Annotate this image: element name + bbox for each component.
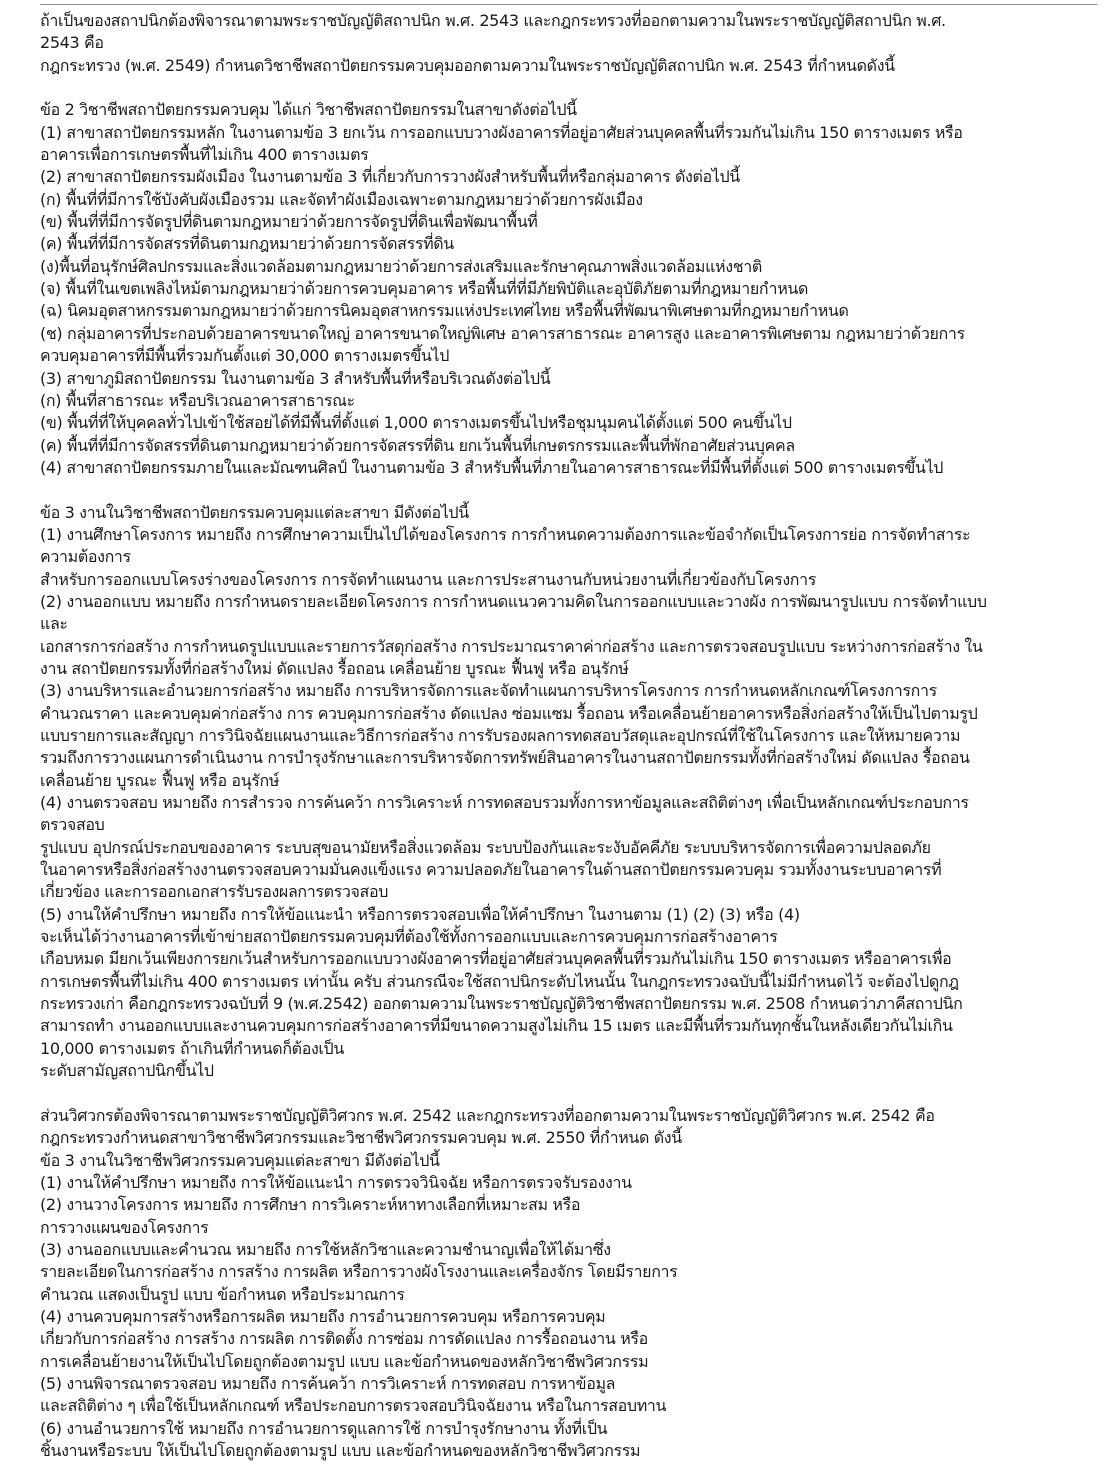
paragraph	[40, 502, 1098, 1083]
text-line: ควบคุมอาคารที่มีพื้นที่รวมกันตั้งแต่ 30,000 ตารางเมตรขึ้นไป	[40, 346, 450, 366]
text-line: และสถิติต่าง ๆ เพื่อใช้เป็นหลักเกณฑ์ หรือประกอบการตรวจสอบวินิจฉัยงาน หรือในการสอบทาน	[40, 1396, 667, 1416]
text-line: (ช) กลุ่มอาคารที่ประกอบด้วยอาคารขนาดใหญ่ อาคารขนาดใหญ่พิเศษ อาคารสาธารณะ อาคารสูง และอาคารพิเศษตาม กฎหมายว่าด้วยการ	[40, 323, 965, 343]
text-line: คำนวณราคา และควบคุมค่าก่อสร้าง การ ควบคุมการก่อสร้าง ดัดแปลง ซ่อมแซม รื้อถอน หรือเคลื่อนย้ายอาคารหรือสิ่งก่อสร้างให้เป็นไปตามรูป	[40, 703, 978, 723]
text-line: (ก) พื้นที่ที่มีการใช้บังคับผังเมืองรวม และจัดทำผังเมืองเฉพาะตามกฎหมายว่าด้วยการผังเมือง	[40, 189, 643, 209]
text-line: (5) งานให้คำปรึกษา หมายถึง การให้ข้อแนะนำ หรือการตรวจสอบเพื่อให้คำปรึกษา ในงานตาม (1) (2) (3) หรือ (4)	[40, 904, 800, 924]
text-line: สำหรับการออกแบบโครงร่างของโครงการ การจัดทำแผนงาน และการประสานงานกับหน่วยงานที่เกี่ยวข้องกับโครงการ	[40, 569, 817, 589]
post-body	[40, 10, 1098, 1462]
text-line: การเกษตรพื้นที่ไม่เกิน 400 ตารางเมตร เท่านั้น ครับ ส่วนกรณีจะใช้สถาปนิกระดับไหนนั้น ในกฎกระทรวงฉบับนี้ไม่มีกำหนดไว้ จะต้องไปดูกฎ	[40, 971, 959, 991]
text-line: (6) งานอำนวยการใช้ หมายถึง การอำนวยการดูแลการใช้ การบำรุงรักษางาน ทั้งที่เป็น	[40, 1418, 608, 1438]
text-line: (ข) พื้นที่ที่มีการจัดรูปที่ดินตามกฎหมายว่าด้วยการจัดรูปที่ดินเพื่อพัฒนาพื้นที่	[40, 212, 538, 232]
text-line: จะเห็นได้ว่างานอาคารที่เข้าข่ายสถาปัตยกรรมควบคุมที่ต้องใช้ทั้งการออกแบบและการควบคุมการก่อสร้างอาคาร	[40, 927, 778, 947]
text-line: เกี่ยวกับการก่อสร้าง การสร้าง การผลิต การติดตั้ง การซ่อม การดัดแปลง การรื้อถอนงาน หรือ	[40, 1329, 648, 1349]
text-line: (3) งานบริหารและอำนวยการก่อสร้าง หมายถึง การบริหารจัดการและจัดทำแผนการบริหารโครงการ การกำหนดหลักเกณฑ์โครงการการ	[40, 681, 937, 701]
text-line: รวมถึงการวางแผนการดำเนินงาน การบำรุงรักษาและการบริหารจัดการทรัพย์สินอาคารในงานสถาปัตยกรรมทั้งที่ก่อสร้างใหม่ ดัดแปลง รื้อถอน	[40, 748, 970, 768]
text-line: (2) งานออกแบบ หมายถึง การกำหนดรายละเอียดโครงการ การกำหนดแนวความคิดในการออกแบบและวางผัง การพัฒนารูปแบบ การจัดทำแบบ	[40, 591, 987, 611]
text-line: (3) งานออกแบบและคำนวณ หมายถึง การใช้หลักวิชาและความชำนาญเพื่อให้ได้มาซึ่ง	[40, 1239, 611, 1259]
text-line: เคลื่อนย้าย บูรณะ ฟื้นฟู หรือ อนุรักษ์	[40, 770, 280, 790]
text-line: 10,000 ตารางเมตร ถ้าเกินที่กำหนดก็ต้องเป็น	[40, 1038, 344, 1058]
text-line: สามารถทำ งานออกแบบและงานควบคุมการก่อสร้างอาคารที่มีขนาดความสูงไม่เกิน 15 เมตร และมีพื้นที่รวมกันทุกชั้นในหลังเดียวกันไม่เกิน	[40, 1016, 953, 1036]
text-line: (จ) พื้นที่ในเขตเพลิงไหม้ตามกฎหมายว่าด้วยการควบคุมอาคาร หรือพื้นที่ที่มีภัยพิบัติและอุบัติภัยตามที่กฎหมายกำหนด	[40, 279, 809, 299]
text-line: การวางแผนของโครงการ	[40, 1217, 209, 1237]
text-line: ข้อ 2 วิชาชีพสถาปัตยกรรมควบคุม ได้แก่ วิชาชีพสถาปัตยกรรมในสาขาดังต่อไปนี้	[40, 100, 577, 120]
text-line: ข้อ 3 งานในวิชาชีพวิศวกรรมควบคุมแต่ละสาขา มีดังต่อไปนี้	[40, 1150, 440, 1170]
text-line: เอกสารการก่อสร้าง การกำหนดรูปแบบและรายการวัสดุก่อสร้าง การประมาณราคาค่าก่อสร้าง และการตรวจสอบรูปแบบ ระหว่างการก่อสร้าง ใน	[40, 636, 983, 656]
text-line: รายละเอียดในการก่อสร้าง การสร้าง การผลิต หรือการวางผังโรงงานและเครื่องจักร โดยมีรายการ	[40, 1262, 678, 1282]
text-line: กฎกระทรวงกำหนดสาขาวิชาชีพวิศวกรรมและวิชาชีพวิศวกรรมควบคุม พ.ศ. 2550 ที่กำหนด ดังนี้	[40, 1128, 682, 1148]
text-line: เกี่ยวข้อง และการออกเอกสารรับรองผลการตรวจสอบ	[40, 882, 389, 902]
text-line: และ	[40, 614, 68, 634]
paragraph-gap	[40, 1083, 1098, 1105]
text-line: ถ้าเป็นของสถาปนิกต้องพิจารณาตามพระราชบัญญัติสถาปนิก พ.ศ. 2543 และกฎกระทรวงที่ออกตามความในพระราชบัญญัติสถาปนิก พ.ศ.	[40, 11, 946, 30]
text-line: (4) งานตรวจสอบ หมายถึง การสำรวจ การค้นคว้า การวิเคราะห์ การทดสอบรวมทั้งการหาข้อมูลและสถิติต่างๆ เพื่อเป็นหลักเกณฑ์ประกอบการ	[40, 793, 969, 813]
paragraph	[40, 99, 1098, 479]
text-line: (ค) พื้นที่ที่มีการจัดสรรที่ดินตามกฎหมายว่าด้วยการจัดสรรที่ดิน ยกเว้นพื้นที่เกษตรกรรมและพื้นที่พักอาศัยส่วนบุคคล	[40, 435, 795, 455]
text-line: ความต้องการ	[40, 547, 131, 567]
text-line: รูปแบบ อุปกรณ์ประกอบของอาคาร ระบบสุขอนามัยหรือสิ่งแวดล้อม ระบบป้องกันและระงับอัคคีภัย ระบบบริหารจัดการเพื่อความปลอดภัย	[40, 837, 931, 857]
text-line: ชิ้นงานหรือระบบ ให้เป็นไปโดยถูกต้องตามรูป แบบ และข้อกำหนดของหลักวิชาชีพวิศวกรรม	[40, 1441, 641, 1460]
text-line: ส่วนวิศวกรต้องพิจารณาตามพระราชบัญญัติวิศวกร พ.ศ. 2542 และกฎกระทรวงที่ออกตามความในพระราชบัญญัติวิศวกร พ.ศ. 2542 คือ	[40, 1105, 935, 1125]
text-line: ระดับสามัญสถาปนิกขึ้นไป	[40, 1061, 214, 1081]
text-line: 2543 คือ	[40, 33, 104, 53]
text-line: อาคารเพื่อการเกษตรพื้นที่ไม่เกิน 400 ตารางเมตร	[40, 145, 369, 165]
text-line: ตรวจสอบ	[40, 815, 105, 835]
paragraph	[40, 10, 1098, 77]
text-line: (1) งานให้คำปรึกษา หมายถึง การให้ข้อแนะนำ การตรวจวินิจฉัย หรือการตรวจรับรองงาน	[40, 1172, 632, 1192]
text-line: การเคลื่อนย้ายงานให้เป็นไปโดยถูกต้องตามรูป แบบ และข้อกำหนดของหลักวิชาชีพวิศวกรรม	[40, 1351, 649, 1371]
text-line: (3) สาขาภูมิสถาปัตยกรรม ในงานตามข้อ 3 สำหรับพื้นที่หรือบริเวณดังต่อไปนี้	[40, 368, 551, 388]
text-line: (ค) พื้นที่ที่มีการจัดสรรที่ดินตามกฎหมายว่าด้วยการจัดสรรที่ดิน	[40, 234, 454, 254]
text-line: ข้อ 3 งานในวิชาชีพสถาปัตยกรรมควบคุมแต่ละสาขา มีดังต่อไปนี้	[40, 502, 469, 522]
text-line: เกือบหมด มียกเว้นเพียงการยกเว้นสำหรับการออกแบบวางผังอาคารที่อยู่อาศัยส่วนบุคคลพื้นที่รวมกันไม่เกิน 150 ตารางเมตร หรืออาคารเพื่อ	[40, 949, 952, 969]
text-line: (1) สาขาสถาปัตยกรรมหลัก ในงานตามข้อ 3 ยกเว้น การออกแบบวางผังอาคารที่อยู่อาศัยส่วนบุคคลพื้นที่รวมกันไม่เกิน 150 ตารางเมตร หรือ	[40, 122, 963, 142]
text-line: คำนวณ แสดงเป็นรูป แบบ ข้อกำหนด หรือประมาณการ	[40, 1284, 405, 1304]
text-line: (2) งานวางโครงการ หมายถึง การศึกษา การวิเคราะห์หาทางเลือกที่เหมาะสม หรือ	[40, 1195, 581, 1215]
text-line: (2) สาขาสถาปัตยกรรมผังเมือง ในงานตามข้อ 3 ที่เกี่ยวกับการวางผังสำหรับพื้นที่หรือกลุ่มอาคาร ดังต่อไปนี้	[40, 167, 740, 187]
text-line: (4) งานควบคุมการสร้างหรือการผลิต หมายถึง การอำนวยการควบคุม หรือการควบคุม	[40, 1306, 606, 1326]
paragraph	[40, 1105, 1098, 1463]
text-line: ในอาคารหรือสิ่งก่อสร้างงานตรวจสอบความมั่นคงแข็งแรง ความปลอดภัยในอาคารในด้านสถาปัตยกรรมควบคุม รวมทั้งงานระบบอาคารที่	[40, 860, 942, 880]
text-line: (1) งานศึกษาโครงการ หมายถึง การศึกษาความเป็นไปได้ของโครงการ การกำหนดความต้องการและข้อจำกัดเป็นโครงการย่อ การจัดทำสาระ	[40, 524, 971, 544]
text-line: กระทรวงเก่า คือกฎกระทรวงฉบับที่ 9 (พ.ศ.2542) ออกตามความในพระราชบัญญัติวิชาชีพสถาปัตยกรรม พ.ศ. 2508 กำหนดว่าภาคีสถาปนิก	[40, 994, 963, 1014]
text-line: กฎกระทรวง (พ.ศ. 2549) กำหนดวิชาชีพสถาปัตยกรรมควบคุมออกตามความในพระราชบัญญัติสถาปนิก พ.ศ. 2543 ที่กำหนดดังนี้	[40, 55, 895, 75]
paragraph-gap	[40, 479, 1098, 501]
text-line: (5) งานพิจารณาตรวจสอบ หมายถึง การค้นคว้า การวิเคราะห์ การทดสอบ การหาข้อมูล	[40, 1373, 616, 1393]
text-line: (ข) พื้นที่ที่ให้บุคคลทั่วไปเข้าใช้สอยได้ที่มีพื้นที่ตั้งแต่ 1,000 ตารางเมตรขึ้นไปหรือชุมนุมคนได้ตั้งแต่ 500 คนขึ้นไป	[40, 413, 792, 433]
text-line: แบบรายการและสัญญา การวินิจฉัยแผนงานและวิธีการก่อสร้าง การรับรองผลการทดสอบวัสดุและอุปกรณ์ที่ใช้ในโครงการ และให้หมายความ	[40, 726, 961, 745]
paragraph-gap	[40, 77, 1098, 99]
text-line: (4) สาขาสถาปัตยกรรมภายในและมัณฑนศิลป์ ในงานตามข้อ 3 สำหรับพื้นที่ภายในอาคารสาธารณะที่มีพื้นที่ตั้งแต่ 500 ตารางเมตรขึ้นไป	[40, 457, 944, 477]
text-line: งาน สถาปัตยกรรมทั้งที่ก่อสร้างใหม่ ดัดแปลง รื้อถอน เคลื่อนย้าย บูรณะ ฟื้นฟู หรือ อนุรักษ์	[40, 658, 629, 678]
text-line: (ก) พื้นที่สาธารณะ หรือบริเวณอาคารสาธารณะ	[40, 390, 355, 410]
text-line: (ฉ) นิคมอุตสาหกรรมตามกฎหมายว่าด้วยการนิคมอุตสาหกรรมแห่งประเทศไทย หรือพื้นที่พัฒนาพิเศษตามที่กฎหมายกำหนด	[40, 301, 849, 321]
top-divider	[40, 4, 1097, 5]
text-line: (ง)พื้นที่อนุรักษ์ศิลปกรรมและสิ่งแวดล้อมตามกฎหมายว่าด้วยการส่งเสริมและรักษาคุณภาพสิ่งแวดล้อมแห่งชาติ	[40, 256, 762, 276]
